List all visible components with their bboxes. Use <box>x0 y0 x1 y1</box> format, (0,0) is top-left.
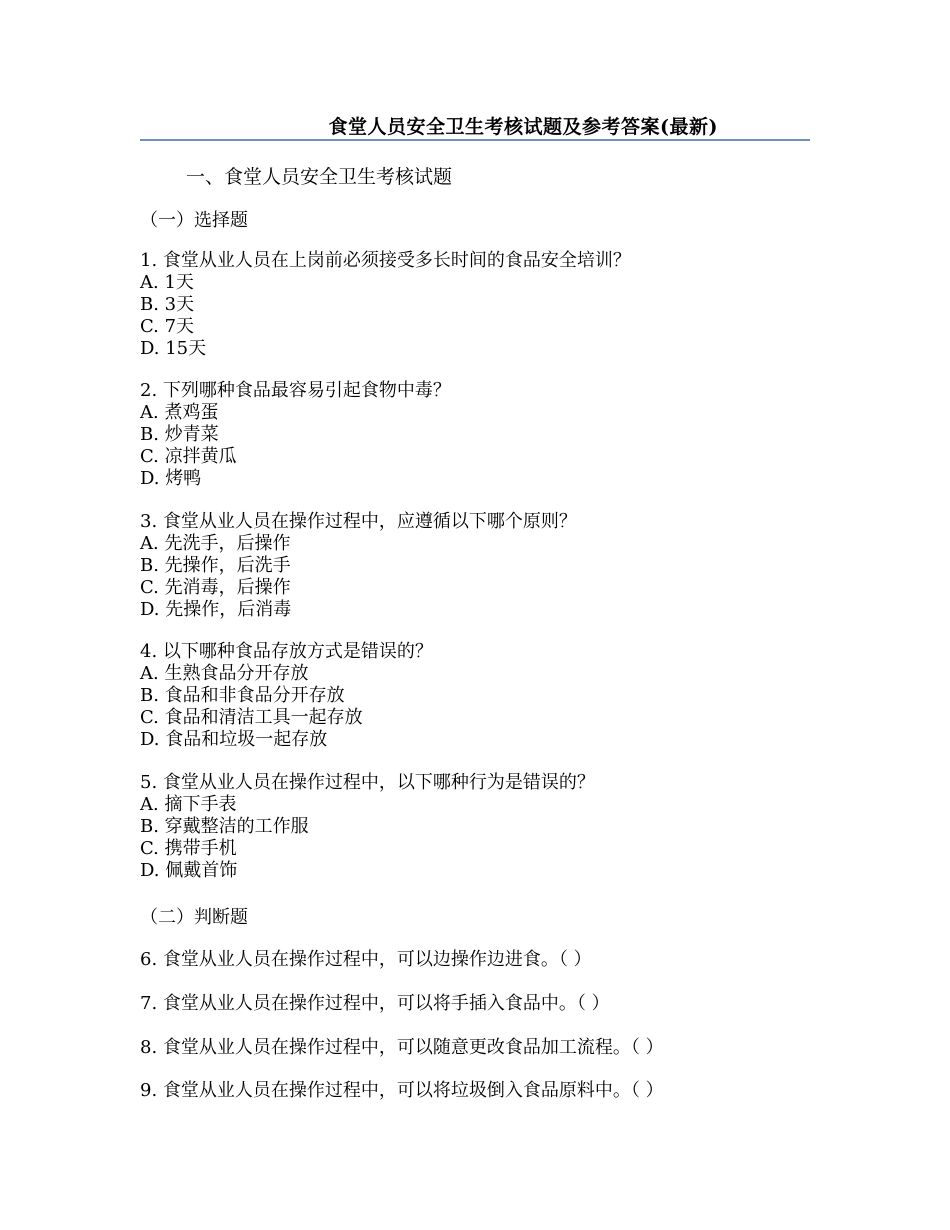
option-b: B. 先操作，后洗手 <box>140 555 291 576</box>
option-a: A. 先洗手，后操作 <box>140 533 291 554</box>
option-d: D. 烤鸭 <box>140 468 202 489</box>
option-a: A. 摘下手表 <box>140 794 237 815</box>
option-c: C. 携带手机 <box>140 838 237 859</box>
option-c: C. 先消毒，后操作 <box>140 577 291 598</box>
question-text: 2. 下列哪种食品最容易引起食物中毒？ <box>140 380 451 401</box>
option-a: A. 生熟食品分开存放 <box>140 663 309 684</box>
question-text: 1. 食堂从业人员在上岗前必须接受多长时间的食品安全培训？ <box>140 250 631 271</box>
judge-question-8: 8. 食堂从业人员在操作过程中，可以随意更改食品加工流程。（ ） <box>140 1037 664 1058</box>
option-c: C. 食品和清洁工具一起存放 <box>140 707 363 728</box>
judge-heading: （二）判断题 <box>140 907 248 928</box>
title-underline <box>140 139 810 141</box>
judge-question-7: 7. 食堂从业人员在操作过程中，可以将手插入食品中。（ ） <box>140 993 610 1014</box>
option-c: C. 凉拌黄瓜 <box>140 446 237 467</box>
judge-question-6: 6. 食堂从业人员在操作过程中，可以边操作边进食。（ ） <box>140 949 592 970</box>
option-b: B. 3天 <box>140 294 195 315</box>
question-block-1 <box>140 250 631 360</box>
option-a: A. 煮鸡蛋 <box>140 402 219 423</box>
option-d: D. 15天 <box>140 338 207 359</box>
question-text: 5. 食堂从业人员在操作过程中，以下哪种行为是错误的？ <box>140 772 595 793</box>
option-b: B. 食品和非食品分开存放 <box>140 685 345 706</box>
question-text: 3. 食堂从业人员在操作过程中，应遵循以下哪个原则？ <box>140 511 577 532</box>
question-block-4 <box>140 641 433 751</box>
question-block-5 <box>140 772 595 882</box>
option-d: D. 先操作，后消毒 <box>140 599 292 620</box>
option-d: D. 佩戴首饰 <box>140 860 238 881</box>
choice-heading: （一）选择题 <box>140 210 248 231</box>
option-a: A. 1天 <box>140 272 194 293</box>
question-text: 4. 以下哪种食品存放方式是错误的？ <box>140 641 433 662</box>
option-b: B. 穿戴整洁的工作服 <box>140 816 309 837</box>
document-title: 食堂人员安全卫生考核试题及参考答案(最新) <box>328 116 718 138</box>
section-heading: 一、食堂人员安全卫生考核试题 <box>186 166 453 188</box>
question-block-3 <box>140 511 577 621</box>
option-c: C. 7天 <box>140 316 195 337</box>
judge-question-9: 9. 食堂从业人员在操作过程中，可以将垃圾倒入食品原料中。（ ） <box>140 1080 664 1101</box>
option-d: D. 食品和垃圾一起存放 <box>140 729 328 750</box>
option-b: B. 炒青菜 <box>140 424 219 445</box>
question-block-2 <box>140 380 451 490</box>
